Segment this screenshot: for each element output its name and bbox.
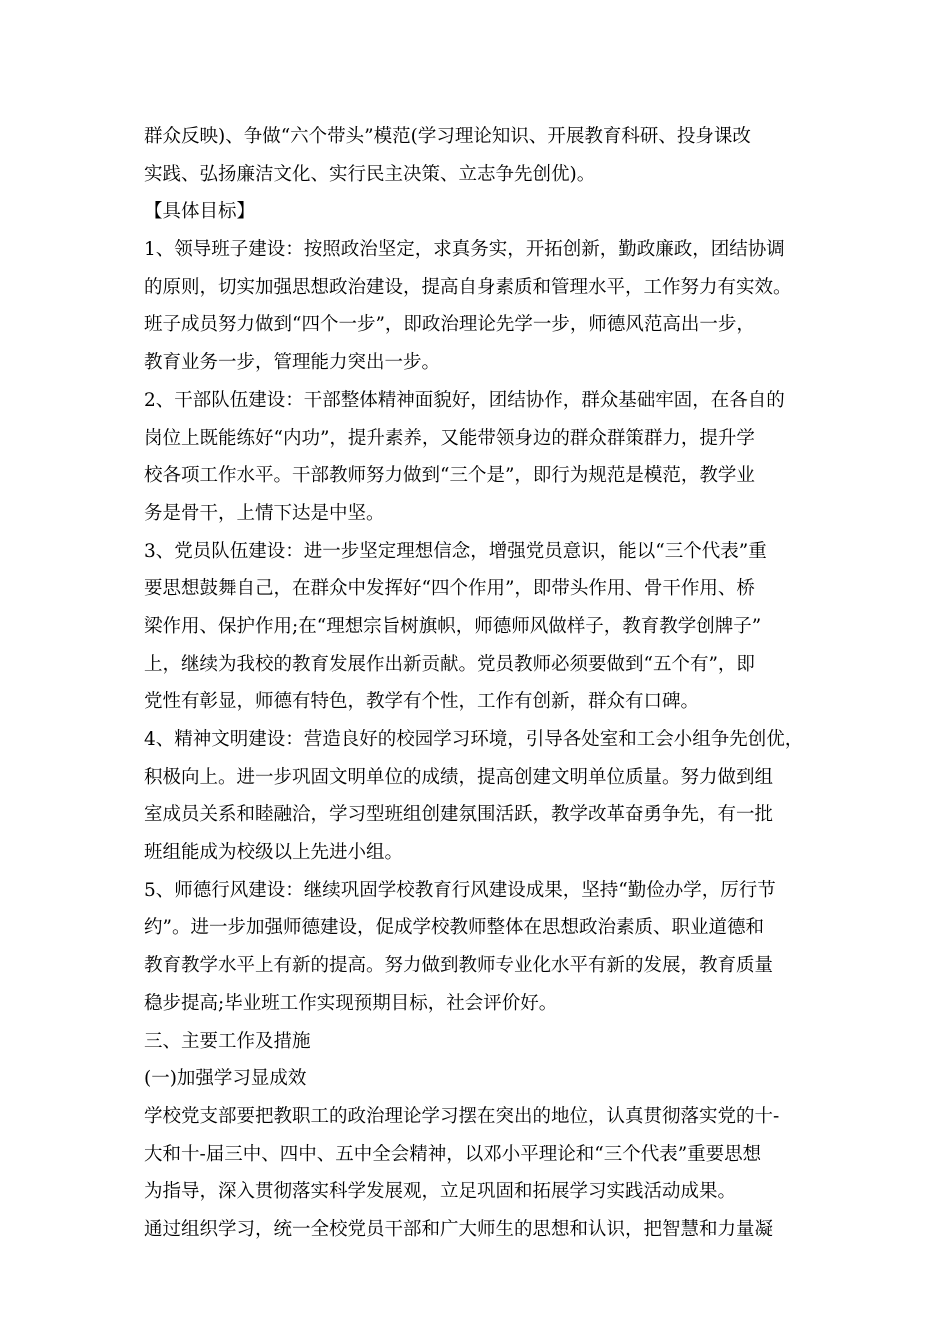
text-line: 为指导，深入贯彻落实科学发展观，立足巩固和拓展学习实践活动成果。 — [144, 1181, 737, 1203]
text-line: 梁作用、保护作用;在“理想宗旨树旗帜，师德师风做样子，教育教学创牌子” — [144, 615, 762, 637]
text-line: 5、师德行风建设：继续巩固学校教育行风建设成果，坚持“勤俭办学，厉行节 — [144, 879, 776, 901]
text-line: 积极向上。进一步巩固文明单位的成绩，提高创建文明单位质量。努力做到组 — [144, 766, 774, 788]
text-line: 教育业务一步，管理能力突出一步。 — [144, 352, 441, 374]
text-line: 校各项工作水平。干部教师努力做到“三个是”，即行为规范是模范，教学业 — [144, 465, 755, 487]
text-line: 4、精神文明建设：营造良好的校园学习环境，引导各处室和工会小组争先创优， — [144, 729, 804, 750]
text-line: 的原则，切实加强思想政治建设，提高自身素质和管理水平，工作努力有实效。 — [144, 276, 792, 298]
section-heading: 【具体目标】 — [144, 201, 256, 223]
text-line: 班组能成为校级以上先进小组。 — [144, 842, 404, 864]
text-line: 约”。进一步加强师德建设，促成学校教师整体在思想政治素质、职业道德和 — [144, 917, 764, 939]
text-line: 通过组织学习，统一全校党员干部和广大师生的思想和认识，把智慧和力量凝 — [144, 1218, 774, 1240]
text-line: 学校党支部要把教职工的政治理论学习摆在突出的地位，认真贯彻落实党的十- — [144, 1105, 780, 1127]
text-line: 务是骨干，上情下达是中坚。 — [144, 502, 385, 524]
text-line: 班子成员努力做到“四个一步”，即政治理论先学一步，师德风范高出一步， — [144, 314, 755, 336]
text-line: 群众反映)、争做“六个带头”模范(学习理论知识、开展教育科研、投身课改 — [144, 126, 751, 147]
document-body — [144, 118, 824, 1249]
section-heading: 三、主要工作及措施 — [144, 1030, 311, 1052]
text-line: 3、党员队伍建设：进一步坚定理想信念，增强党员意识，能以“三个代表”重 — [144, 540, 767, 562]
text-line: 上，继续为我校的教育发展作出新贡献。党员教师必须要做到“五个有”，即 — [144, 653, 755, 675]
text-line: 1、领导班子建设：按照政治坚定，求真务实，开拓创新，勤政廉政，团结协调 — [144, 239, 785, 261]
text-line: 实践、弘扬廉洁文化、实行民主决策、立志争先创优)。 — [144, 163, 596, 185]
text-line: 党性有彰显，师德有特色，教学有个性，工作有创新，群众有口碑。 — [144, 691, 700, 713]
text-line: 稳步提高;毕业班工作实现预期目标，社会评价好。 — [144, 992, 558, 1014]
text-line: 教育教学水平上有新的提高。努力做到教师专业化水平有新的发展，教育质量 — [144, 955, 774, 977]
subsection-heading: (一)加强学习显成效 — [144, 1068, 307, 1090]
text-line: 岗位上既能练好“内功”，提升素养，又能带领身边的群众群策群力，提升学 — [144, 427, 755, 449]
text-line: 室成员关系和睦融洽，学习型班组创建氛围活跃，教学改革奋勇争先，有一批 — [144, 804, 774, 826]
text-line: 要思想鼓舞自己，在群众中发挥好“四个作用”，即带头作用、骨干作用、桥 — [144, 578, 755, 600]
text-line: 大和十-届三中、四中、五中全会精神，以邓小平理论和“三个代表”重要思想 — [144, 1143, 762, 1165]
text-line: 2、干部队伍建设：干部整体精神面貌好，团结协作，群众基础牢固，在各自的 — [144, 389, 785, 411]
